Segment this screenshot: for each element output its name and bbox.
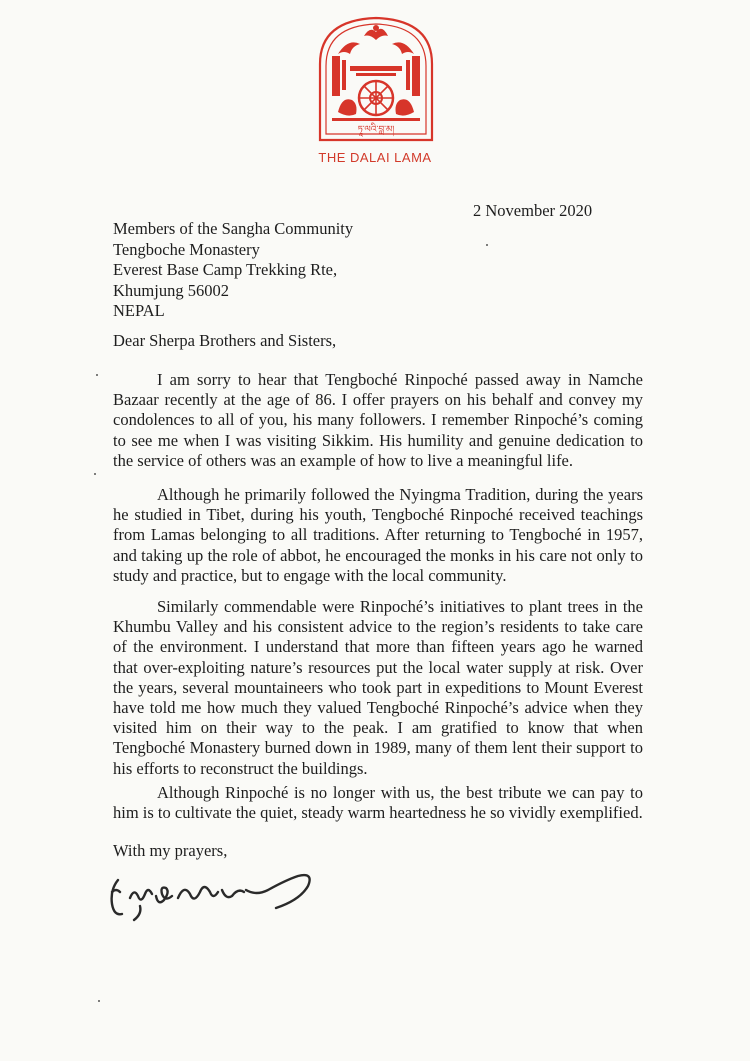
body-paragraph: [113, 783, 643, 823]
address-line: Members of the Sangha Community: [113, 219, 354, 238]
letterhead-org-name: THE DALAI LAMA: [318, 150, 432, 165]
paper-speck: [96, 374, 98, 376]
address-line: Tengboche Monastery: [113, 239, 260, 259]
body-paragraph: [113, 597, 643, 779]
paragraph-text: Similarly commendable were Rinpoché’s initiatives to plant trees in the Khumbu Valley and his consistent advice to the region’s residents to take care of the environment. I understand that more than fifteen years ago he warned that over-exploiting nature’s resources put the local water supply at risk. Over the years, several mountaineers who took part in expeditions to Mount Everest have told me how much they valued Tengboché Rinpoché’s advice when they visited him on their way to the peak. I am gratified to know that when Tengboché Monastery burned down in 1989, many of them lent their support to his efforts to reconstruct the buildings.: [113, 597, 643, 778]
address-line: NEPAL: [113, 301, 165, 320]
address-line: Khumjung 56002: [113, 280, 229, 300]
paper-speck: [94, 473, 96, 475]
salutation: Dear Sherpa Brothers and Sisters,: [113, 331, 337, 350]
paper-speck: [486, 244, 488, 246]
recipient-address: [113, 219, 353, 322]
dalai-lama-seal-icon: [316, 14, 436, 142]
paper-speck: [98, 1000, 100, 1002]
closing-line: With my prayers,: [113, 841, 228, 860]
handwritten-signature-icon: [100, 860, 330, 926]
paragraph-text: Although Rinpoché is no longer with us, the best tribute we can pay to him is to cultivate the quiet, steady warm heartedness he so vividly exemplified.: [113, 783, 643, 823]
paragraph-text: I am sorry to hear that Tengboché Rinpoché passed away in Namche Bazaar recently at the age of 86. I offer prayers on his behalf and convey my condolences to all of you, his many followers. I remember Rinpoché’s coming to see me when I was visiting Sikkim. His humility and genuine dedication to the service of others was an example of how to live a meaningful life.: [113, 370, 643, 470]
body-paragraph: [113, 485, 643, 586]
seal-inscription: ཏཱ་ལའི་བླ་མ།: [357, 125, 395, 135]
letter-date: 2 November 2020: [473, 201, 593, 220]
paragraph-text: Although he primarily followed the Nyingma Tradition, during the years he studied in Tibet, during his youth, Tengboché Rinpoché received teachings from Lamas belonging to all traditions. After returning to Tengboché in 1957, and taking up the role of abbot, he encouraged the monks in his care not only to study and practice, but to engage with the local community.: [113, 485, 643, 585]
address-line: Everest Base Camp Trekking Rte,: [113, 260, 338, 279]
body-paragraph: [113, 370, 643, 471]
